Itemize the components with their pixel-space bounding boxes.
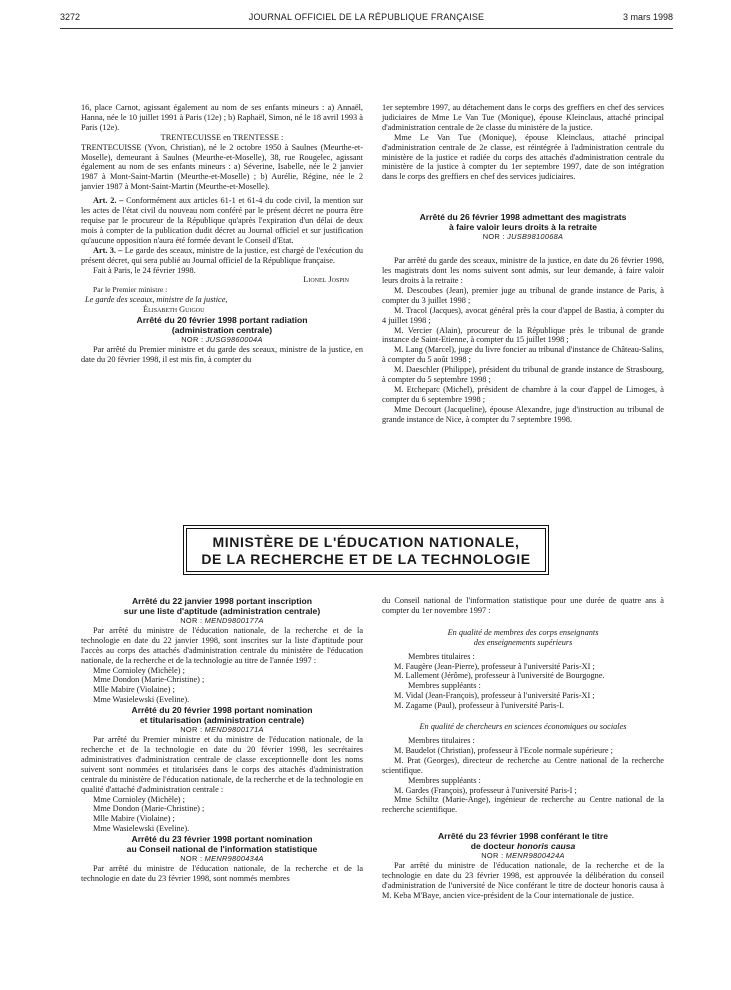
arrete-title: Arrêté du 23 février 1998 conférant le titre de docteur honoris causa	[437, 831, 609, 852]
minister-title: Le garde des sceaux, ministre de la justice,	[85, 295, 228, 305]
name-item: Mme Dondon (Marie-Christine) ;	[93, 804, 205, 814]
name-item: Mme Cornioley (Michèle) ;	[93, 794, 185, 804]
member-item: M. Prat (Georges), directeur de recherche au Centre national de la recherche scientifique.	[382, 755, 664, 775]
signer-prime-minister: Lionel Jospin	[303, 275, 349, 285]
section-heading: En qualité de membres des corps enseignants des enseignements supérieurs	[447, 627, 599, 647]
journal-title: JOURNAL OFFICIEL DE LA RÉPUBLIQUE FRANÇAISE	[248, 12, 485, 22]
paragraph: 1er septembre 1997, au détachement dans le corps des greffiers en chef des services judiciaires de Mme Le Van Tue (Monique), épouse Kleinclaus, attaché principal d'administration centrale de 2e classe du ministère de la justice.	[382, 103, 664, 132]
column-bottom-left	[81, 596, 363, 884]
member-item: M. Baudelot (Christian), professeur à l'Ecole normale supérieure ;	[394, 745, 613, 755]
signer-minister: Élisabeth Guigou	[143, 305, 205, 315]
list-item: M. Lang (Marcel), juge du livre foncier au tribunal d'instance de Château-Salins, à compter du 5 août 1998 ;	[382, 345, 664, 365]
paragraph: Par arrêté du Premier ministre et du ministre de l'éducation nationale, de la recherche et de la technologie en date du 20 février 1998, les secrétaires administratives d'administration centrale de classe exceptionnelle dont les noms suivent sont nommées et titularisées dans le corps des attachés d'administration centrale du ministère de l'éducation nationale, de la recherche et de la technologie en qualité d'attaché d'administration centrale :	[81, 735, 363, 794]
page-header	[60, 12, 673, 26]
name-item: Mme Dondon (Marie-Christine) ;	[93, 675, 205, 685]
subheading: Membres suppléants :	[408, 775, 481, 785]
arrete-title: Arrêté du 26 février 1998 admettant des magistrats à faire valoir leurs droits à la retraite	[419, 212, 627, 233]
page-number: 3272	[60, 12, 81, 22]
paragraph: Par arrêté du Premier ministre et du garde des sceaux, ministre de la justice, en date du 20 février 1998, il est mis fin, à compter du	[81, 344, 363, 364]
paragraph: 16, place Carnot, agissant également au nom de ses enfants mineurs : a) Annaël, Hanna, née le 10 juillet 1991 à Paris (12e) ; b) Raphaël, Simon, né le 18 avril 1993 à Paris (12e).	[81, 103, 363, 132]
ministry-line-1: MINISTÈRE DE L'ÉDUCATION NATIONALE,	[212, 534, 520, 550]
article-text: Le garde des sceaux, ministre de la justice, est chargé de l'exécution du présent décret, qui sera publié au Journal officiel de la République française.	[81, 245, 363, 265]
header-rule	[60, 28, 673, 29]
nor-reference: NOR : MENR9800434A	[180, 854, 264, 864]
paragraph: Mme Le Van Tue (Monique), épouse Kleinclaus, attaché principal d'administration centrale de 2e classe, est réintégrée à l'administration centrale du ministère de la justice et radiée du corps des attachés d'administration centrale du ministère de la justice à compter du 1er septembre 1997, date de son intégration dans le corps des greffiers en chef des services judiciaires.	[382, 132, 664, 182]
name-item: Mlle Mabire (Violaine) ;	[93, 685, 175, 695]
name-item: Mlle Mabire (Violaine) ;	[93, 814, 175, 824]
name-item: Mme Wasielewski (Eveline).	[93, 824, 190, 834]
nor-reference: NOR : MEND9800171A	[180, 725, 264, 735]
arrete-title: Arrêté du 23 février 1998 portant nomination au Conseil national de l'information statistique	[126, 834, 318, 855]
arrete-title: Arrêté du 20 février 1998 portant radiation (administration centrale)	[136, 315, 308, 336]
arrete-title: Arrêté du 20 février 1998 portant nomination et titularisation (administration centrale)	[131, 705, 313, 726]
nor-reference: NOR : MENR9800424A	[481, 851, 565, 861]
paragraph: Par arrêté du garde des sceaux, ministre de la justice, en date du 26 février 1998, les magistrats dont les noms suivent sont admis, sur leur demande, à faire valoir leurs droits à la retraite :	[382, 256, 664, 285]
list-item: M. Vercier (Alain), procureur de la République près le tribunal de grande instance de Saint-Etienne, à compter du 15 juillet 1998 ;	[382, 325, 664, 345]
list-item: M. Etcheparc (Michel), président de chambre à la cour d'appel de Limoges, à compter du 6 septembre 1998 ;	[382, 384, 664, 404]
article-label: Art. 3. –	[93, 245, 123, 255]
member-item: M. Vidal (Jean-François), professeur à l'université Paris-XI ;	[394, 691, 595, 701]
column-top-right	[382, 103, 664, 425]
column-top-left	[81, 103, 363, 365]
subheading: Membres suppléants :	[408, 681, 481, 691]
nor-reference: NOR : MEND9800177A	[180, 616, 264, 625]
member-item: M. Faugère (Jean-Pierre), professeur à l'université Paris-XI ;	[394, 661, 595, 671]
article-text: Conformément aux articles 61-1 et 61-4 du code civil, la mention sur les actes de l'état civil du nouveau nom conféré par le présent décret ne pourra être requise par le procureur de la République qu'après l'expiration d'un délai de deux mois à compter de la publication dudit décret au Journal officiel et sur justification qu'aucune opposition n'aura été formée devant le Conseil d'Etat.	[81, 196, 363, 245]
countersign-label: Par le Premier ministre :	[93, 285, 168, 295]
paragraph: TRENTECUISSE (Yvon, Christian), né le 2 octobre 1950 à Saulnes (Meurthe-et-Moselle), demeurant à Saulnes (Meurthe-et-Moselle), 38, rue Rougelec, agissant également au nom de ses enfants mineurs : a) Séverine, Isabelle, née le 2 janvier 1987 à Mont-Saint-Martin (Meurthe-et-Moselle) ; b) Aurélie, Régine, née le 2 janvier 1987 à Mont-Saint-Martin (Meurthe-et-Moselle).	[81, 142, 363, 192]
name-change-heading: TRENTECUISSE en TRENTESSE :	[160, 132, 284, 142]
subheading: Membres titulaires :	[408, 735, 475, 745]
subheading: Membres titulaires :	[408, 651, 475, 661]
arrete-title: Arrêté du 22 janvier 1998 portant inscription sur une liste d'aptitude (administration centrale)	[123, 596, 321, 616]
member-item: M. Gardes (François), professeur à l'université Paris-I ;	[394, 785, 577, 795]
name-item: Mme Wasielewski (Eveline).	[93, 695, 190, 705]
list-item: Mme Decourt (Jacqueline), épouse Alexandre, juge d'instruction au tribunal de grande instance de Nice, à compter du 7 septembre 1998.	[382, 404, 664, 424]
paragraph: Par arrêté du ministre de l'éducation nationale, de la recherche et de la technologie en date du 23 février 1998, sont nommés membres	[81, 864, 363, 883]
paragraph: Par arrêté du ministre de l'éducation nationale, de la recherche et de la technologie en date du 23 février 1998, est approuvée la délibération du conseil d'administration de l'université de Nice conférant le titre de docteur honoris causa à M. Keba M'Baye, ancien vice-président de la Cour internationale de justice.	[382, 861, 664, 900]
nor-reference: NOR : JUSB9810068A	[482, 232, 564, 242]
paragraph: du Conseil national de l'information statistique pour une durée de quatre ans à compter du 1er novembre 1997 :	[382, 596, 664, 615]
list-item: M. Daeschler (Philippe), président du tribunal de grande instance de Strasbourg, à compter du 5 septembre 1998 ;	[382, 365, 664, 385]
member-item: Mme Schiltz (Marie-Ange), ingénieur de recherche au Centre national de la recherche scientifique.	[382, 795, 664, 815]
list-item: M. Descoubes (Jean), premier juge au tribunal de grande instance de Paris, à compter du 3 juillet 1998 ;	[382, 285, 664, 305]
article-2	[81, 196, 363, 246]
paragraph: Par arrêté du ministre de l'éducation nationale, de la recherche et de la technologie en date du 22 janvier 1998, sont inscrites sur la liste d'aptitude pour l'accès au corps des attachés d'administration centrale du ministère de l'éducation nationale, de la recherche et de la technologie au titre de l'année 1997 :	[81, 625, 363, 665]
issue-date: 3 mars 1998	[622, 12, 673, 22]
section-heading: En qualité de chercheurs en sciences économiques ou sociales	[419, 722, 627, 732]
article-3	[81, 246, 363, 266]
signature-date: Fait à Paris, le 24 février 1998.	[93, 265, 196, 275]
article-label: Art. 2. –	[93, 196, 124, 206]
list-item: M. Tracol (Jacques), avocat général près la cour d'appel de Bastia, à compter du 4 juillet 1998 ;	[382, 305, 664, 325]
member-item: M. Lallement (Jérôme), professeur à l'université de Bourgogne.	[394, 671, 605, 681]
ministry-line-2: DE LA RECHERCHE ET DE LA TECHNOLOGIE	[201, 551, 531, 567]
member-item: M. Zagame (Paul), professeur à l'université Paris-I.	[394, 701, 564, 711]
nor-reference: NOR : JUSG9860004A	[181, 335, 263, 345]
column-bottom-right	[382, 596, 664, 901]
name-item: Mme Cornioley (Michèle) ;	[93, 665, 185, 675]
ministry-heading-box	[186, 528, 546, 572]
